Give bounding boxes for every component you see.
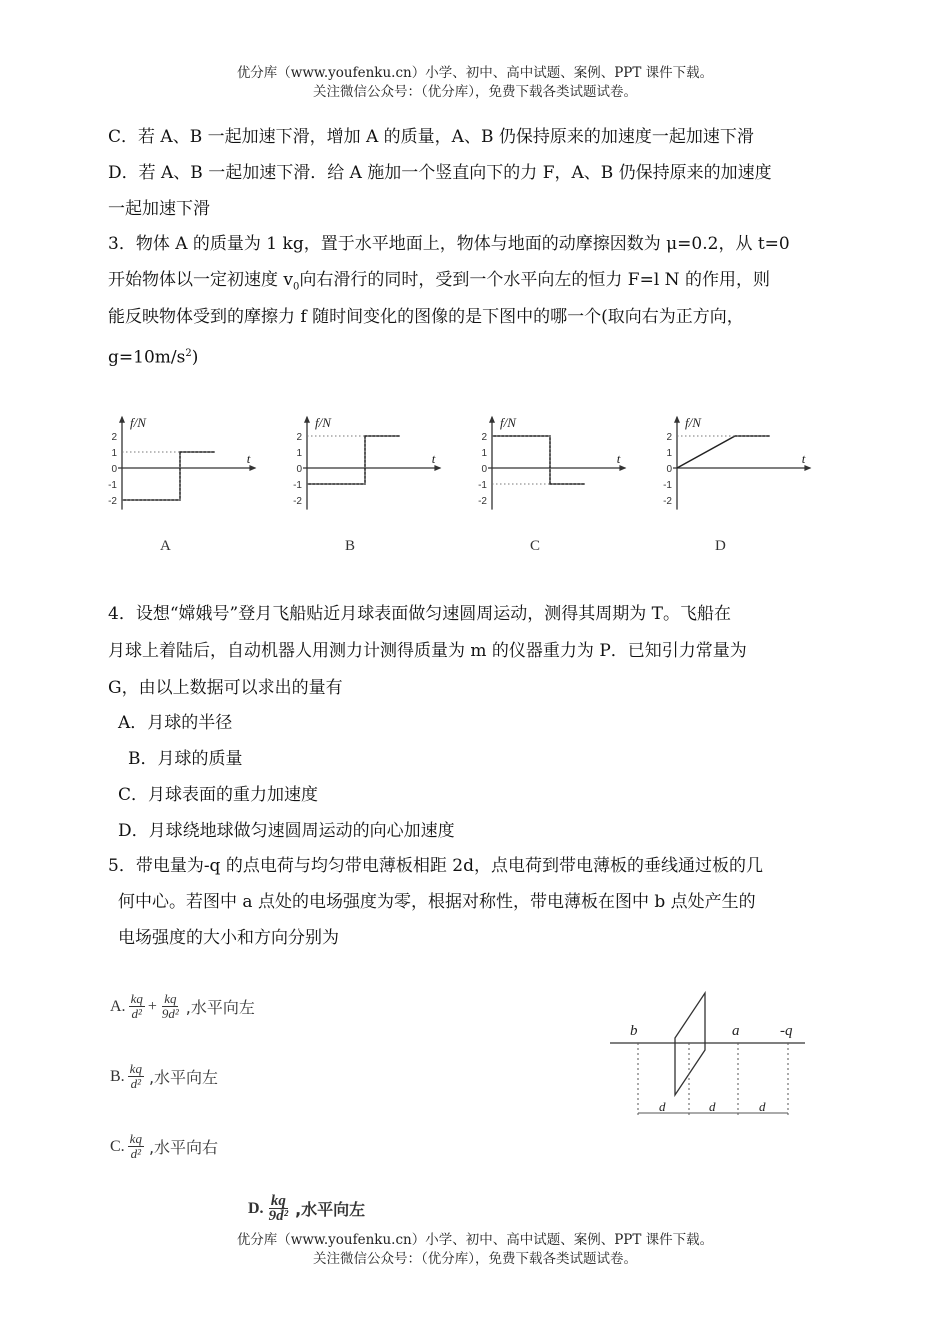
header-line-1: 优分库（www.youfenku.cn）小学、初中、高中试题、案例、PPT 课件下载。 (236, 65, 714, 81)
q5-option-d-fraction (267, 1194, 291, 1223)
q4-option-a: A．月球的半径 (118, 713, 233, 733)
point-b-label: b (630, 1023, 638, 1039)
footer-line-1: 优分库（www.youfenku.cn）小学、初中、高中试题、案例、PPT 课件下载。 (236, 1232, 714, 1248)
fraction-numerator: kq (270, 1193, 286, 1209)
q5-option-d-direction: ,水平向左 (295, 1200, 366, 1219)
q5-option-a-fraction-2 (160, 992, 181, 1021)
graph-y-arrow (674, 416, 680, 423)
graph-series-line (677, 436, 770, 468)
graph-tick-label: -2 (663, 496, 672, 507)
graph-option-label: C (530, 538, 541, 554)
charged-plate (675, 993, 705, 1095)
fraction-denominator: 9d² (268, 1208, 289, 1224)
q4-option-b: B．月球的质量 (128, 749, 243, 769)
graph-option-label: D (715, 538, 726, 554)
q5-option-c-direction: ,水平向右 (148, 1138, 219, 1157)
q2-option-d-line2: 一起加速下滑 (108, 199, 210, 219)
q4-option-c: C．月球表面的重力加速度 (118, 785, 319, 805)
graph-y-label: f/N (130, 414, 146, 430)
graph-tick-label: 0 (296, 464, 302, 475)
graph-x-arrow (619, 465, 626, 471)
graph-y-label: f/N (500, 414, 516, 430)
graph-x-label: t (801, 451, 806, 466)
q5-line-3: 电场强度的大小和方向分别为 (118, 928, 339, 948)
fraction-denominator: d² (130, 1076, 142, 1091)
graph-y-label: f/N (315, 414, 331, 430)
graph-tick-label: -1 (478, 480, 487, 491)
graph-option-label: B (345, 538, 356, 554)
fraction-numerator: kq (130, 991, 143, 1006)
q5-option-c-letter: C. (110, 1137, 125, 1155)
fraction-numerator: kq (129, 1061, 142, 1076)
graph-tick-label: -2 (478, 496, 487, 507)
graph-y-arrow (119, 416, 125, 423)
plus-sign: + (147, 997, 157, 1015)
graph-tick-label: 2 (666, 432, 672, 443)
graph-x-label: t (431, 451, 436, 466)
q3-line-1: 3．物体 A 的质量为 1 kg，置于水平地面上，物体与地面的动摩擦因数为 μ=0.2，从 t=0 (108, 234, 790, 254)
q4-line-1: 4．设想“嫦娥号”登月飞船贴近月球表面做匀速圆周运动，测得其周期为 T。飞船在 (108, 604, 731, 624)
q3-v0-subscript: 0 (293, 281, 300, 293)
q5-option-b (110, 1062, 218, 1091)
q5-option-a-fraction-1 (129, 992, 145, 1021)
q3-line-2b: 向右滑行的同时，受到一个水平向左的恒力 F=l N 的作用，则 (299, 270, 770, 290)
charged-plate-diagram (600, 985, 815, 1130)
graph-x-arrow (804, 465, 811, 471)
q2-option-d-line1: D．若 A、B 一起加速下滑．给 A 施加一个竖直向下的力 F，A、B 仍保持原来的加速度 (108, 163, 772, 183)
q3-line-3: 能反映物体受到的摩擦力 f 随时间变化的图像的是下图中的哪一个(取向右为正方向， (108, 307, 744, 327)
q5-option-c (110, 1132, 218, 1161)
graph-series-line (307, 436, 400, 484)
q3-line-4 (108, 343, 198, 369)
q5-option-b-letter: B. (110, 1067, 125, 1085)
friction-graphs-figure (100, 400, 840, 565)
q5-option-a-direction: ,水平向左 (185, 998, 255, 1017)
q5-line-1: 5．带电量为-q 的点电荷与均匀带电薄板相距 2d，点电荷到带电薄板的垂线通过板的几 (108, 856, 763, 876)
graph-tick-label: 0 (666, 464, 672, 475)
q3-line-2a: 开始物体以一定初速度 v (108, 270, 294, 290)
graph-tick-label: 0 (111, 464, 117, 475)
fraction-denominator: d² (130, 1146, 142, 1161)
point-a-label: a (732, 1023, 740, 1039)
header-line-2: 关注微信公众号：（优分库），免费下载各类试题试卷。 (313, 84, 637, 100)
q4-option-d: D．月球绕地球做匀速圆周运动的向心加速度 (118, 821, 455, 841)
graph-option-label: A (160, 538, 171, 554)
q3-line-4a: g=10m/s (108, 347, 186, 368)
q5-option-d (248, 1194, 365, 1223)
q3-exponent: 2 (185, 348, 192, 359)
graph-y-label: f/N (685, 414, 701, 430)
q3-line-2 (108, 269, 770, 298)
graph-x-label: t (246, 451, 251, 466)
graph-tick-label: 1 (111, 448, 117, 459)
graph-tick-label: 2 (481, 432, 487, 443)
graph-series-line (492, 436, 585, 484)
distance-label-1: d (659, 1099, 666, 1114)
q5-line-2: 何中心。若图中 a 点处的电场强度为零，根据对称性，带电薄板在图中 b 点处产生的 (118, 892, 756, 912)
q5-option-d-letter: D. (248, 1199, 264, 1217)
q5-option-a-letter: A. (110, 997, 126, 1015)
graph-tick-label: -1 (293, 480, 302, 491)
footer-line-2: 关注微信公众号：（优分库），免费下载各类试题试卷。 (313, 1251, 637, 1267)
graph-tick-label: -1 (663, 480, 672, 491)
graph-tick-label: 1 (666, 448, 672, 459)
fraction-numerator: kq (164, 991, 177, 1006)
graph-tick-label: 1 (296, 448, 302, 459)
q4-line-3: G，由以上数据可以求出的量有 (108, 678, 343, 698)
q2-option-c: C．若 A、B 一起加速下滑，增加 A 的质量，A、B 仍保持原来的加速度一起加速下滑 (108, 127, 754, 147)
graph-x-label: t (616, 451, 621, 466)
q4-line-2: 月球上着陆后，自动机器人用测力计测得质量为 m 的仪器重力为 P．已知引力常量为 (108, 641, 747, 661)
q5-option-c-fraction (128, 1132, 144, 1161)
graph-tick-label: -2 (293, 496, 302, 507)
graph-x-arrow (434, 465, 441, 471)
graph-y-arrow (489, 416, 495, 423)
fraction-denominator: d² (131, 1006, 142, 1021)
fraction-denominator: 9d² (161, 1006, 179, 1021)
graph-tick-label: 1 (481, 448, 487, 459)
q5-option-b-direction: ,水平向左 (148, 1068, 219, 1087)
graph-tick-label: -1 (108, 480, 117, 491)
graph-tick-label: -2 (108, 496, 117, 507)
graph-y-arrow (304, 416, 310, 423)
graph-tick-label: 2 (111, 432, 117, 443)
fraction-numerator: kq (129, 1131, 142, 1146)
charge-label: -q (780, 1023, 793, 1039)
q5-option-b-fraction (128, 1062, 144, 1091)
graph-x-arrow (249, 465, 256, 471)
distance-label-3: d (759, 1099, 766, 1114)
q5-option-a (110, 992, 255, 1021)
graph-tick-label: 0 (481, 464, 487, 475)
graph-tick-label: 2 (296, 432, 302, 443)
q3-line-4b: ) (191, 347, 199, 368)
graph-series-line (122, 452, 215, 500)
distance-label-2: d (709, 1099, 716, 1114)
